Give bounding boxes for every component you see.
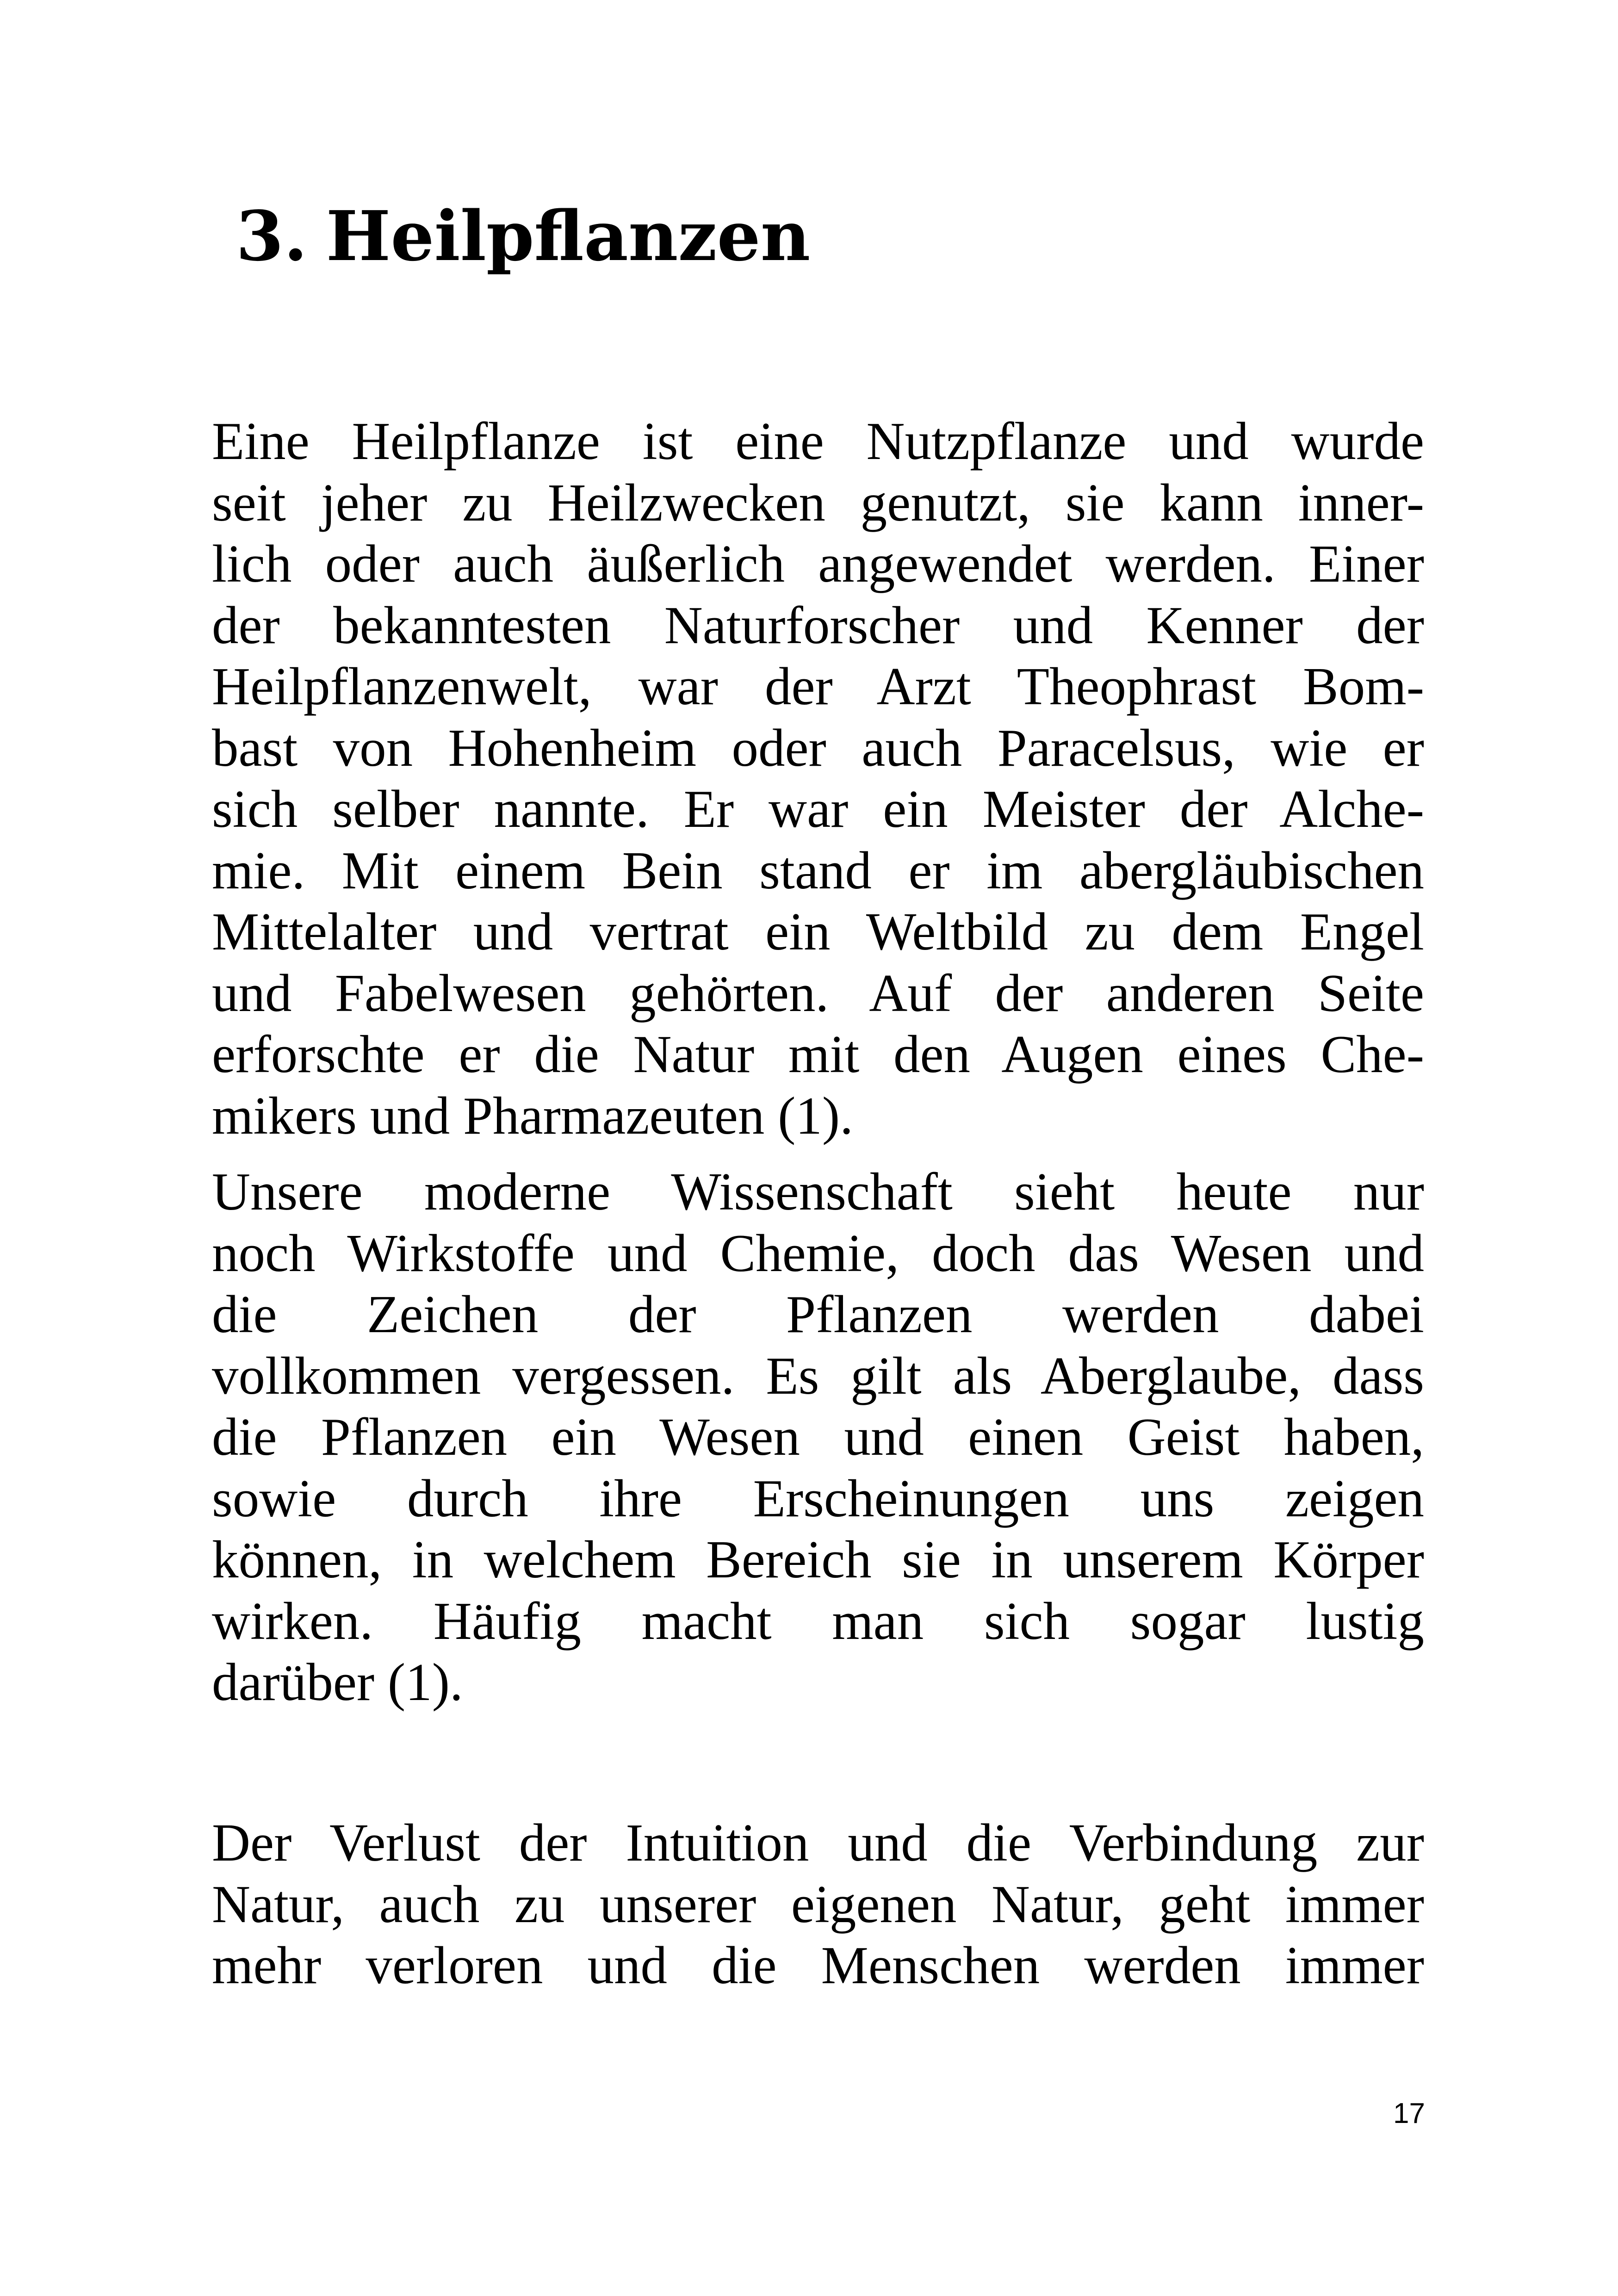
text-line: bast von Hohenheim oder auch Paracelsus, wie er	[212, 718, 1424, 777]
text-line: die Zeichen der Pflanzen werden dabei	[212, 1285, 1424, 1344]
text-line: mehr verloren und die Menschen werden immer	[212, 1936, 1424, 1995]
text-line: Mittelalter und vertrat ein Weltbild zu dem Engel	[212, 902, 1424, 961]
chapter-title: Heilpflanzen	[326, 196, 811, 276]
text-line: mikers und Pharmazeuten (1).	[212, 1086, 853, 1145]
text-line: Der Verlust der Intuition und die Verbindung zur	[212, 1813, 1424, 1872]
text-line: sich selber nannte. Er war ein Meister der Alche-	[212, 780, 1424, 838]
text-line: und Fabelwesen gehörten. Auf der anderen Seite	[212, 963, 1424, 1023]
text-line: lich oder auch äußerlich angewendet werden. Einer	[212, 534, 1424, 593]
text-line: sowie durch ihre Erscheinungen uns zeigen	[212, 1469, 1424, 1528]
page-number: 17	[1393, 2097, 1425, 2129]
text-line: der bekanntesten Naturforscher und Kenner der	[212, 596, 1424, 655]
text-line: Heilpflanzenwelt, war der Arzt Theophrast Bom-	[212, 657, 1424, 716]
text-line: darüber (1).	[212, 1653, 463, 1712]
text-line: Natur, auch zu unserer eigenen Natur, geht immer	[212, 1874, 1424, 1934]
text-line: vollkommen vergessen. Es gilt als Aberglaube, dass	[212, 1346, 1424, 1405]
text-line: die Pflanzen ein Wesen und einen Geist haben,	[212, 1408, 1424, 1466]
text-line: Eine Heilpflanze ist eine Nutzpflanze und wurde	[212, 412, 1424, 471]
chapter-number: 3.	[236, 196, 308, 276]
paragraph-3	[212, 1812, 1424, 1997]
text-line: Unsere moderne Wissenschaft sieht heute nur	[212, 1162, 1424, 1221]
text-line: mie. Mit einem Bein stand er im abergläubischen	[212, 841, 1424, 900]
text-line: noch Wirkstoffe und Chemie, doch das Wesen und	[212, 1223, 1424, 1283]
paragraph-2	[212, 1161, 1424, 1713]
text-line: wirken. Häufig macht man sich sogar lustig	[212, 1591, 1424, 1651]
text-line: erforschte er die Natur mit den Augen eines Che-	[212, 1025, 1424, 1084]
text-line: können, in welchem Bereich sie in unserem Körper	[212, 1530, 1424, 1589]
chapter-heading	[236, 190, 810, 282]
text-line: seit jeher zu Heilzwecken genutzt, sie kann inner-	[212, 473, 1424, 532]
paragraph-1	[212, 411, 1424, 1147]
